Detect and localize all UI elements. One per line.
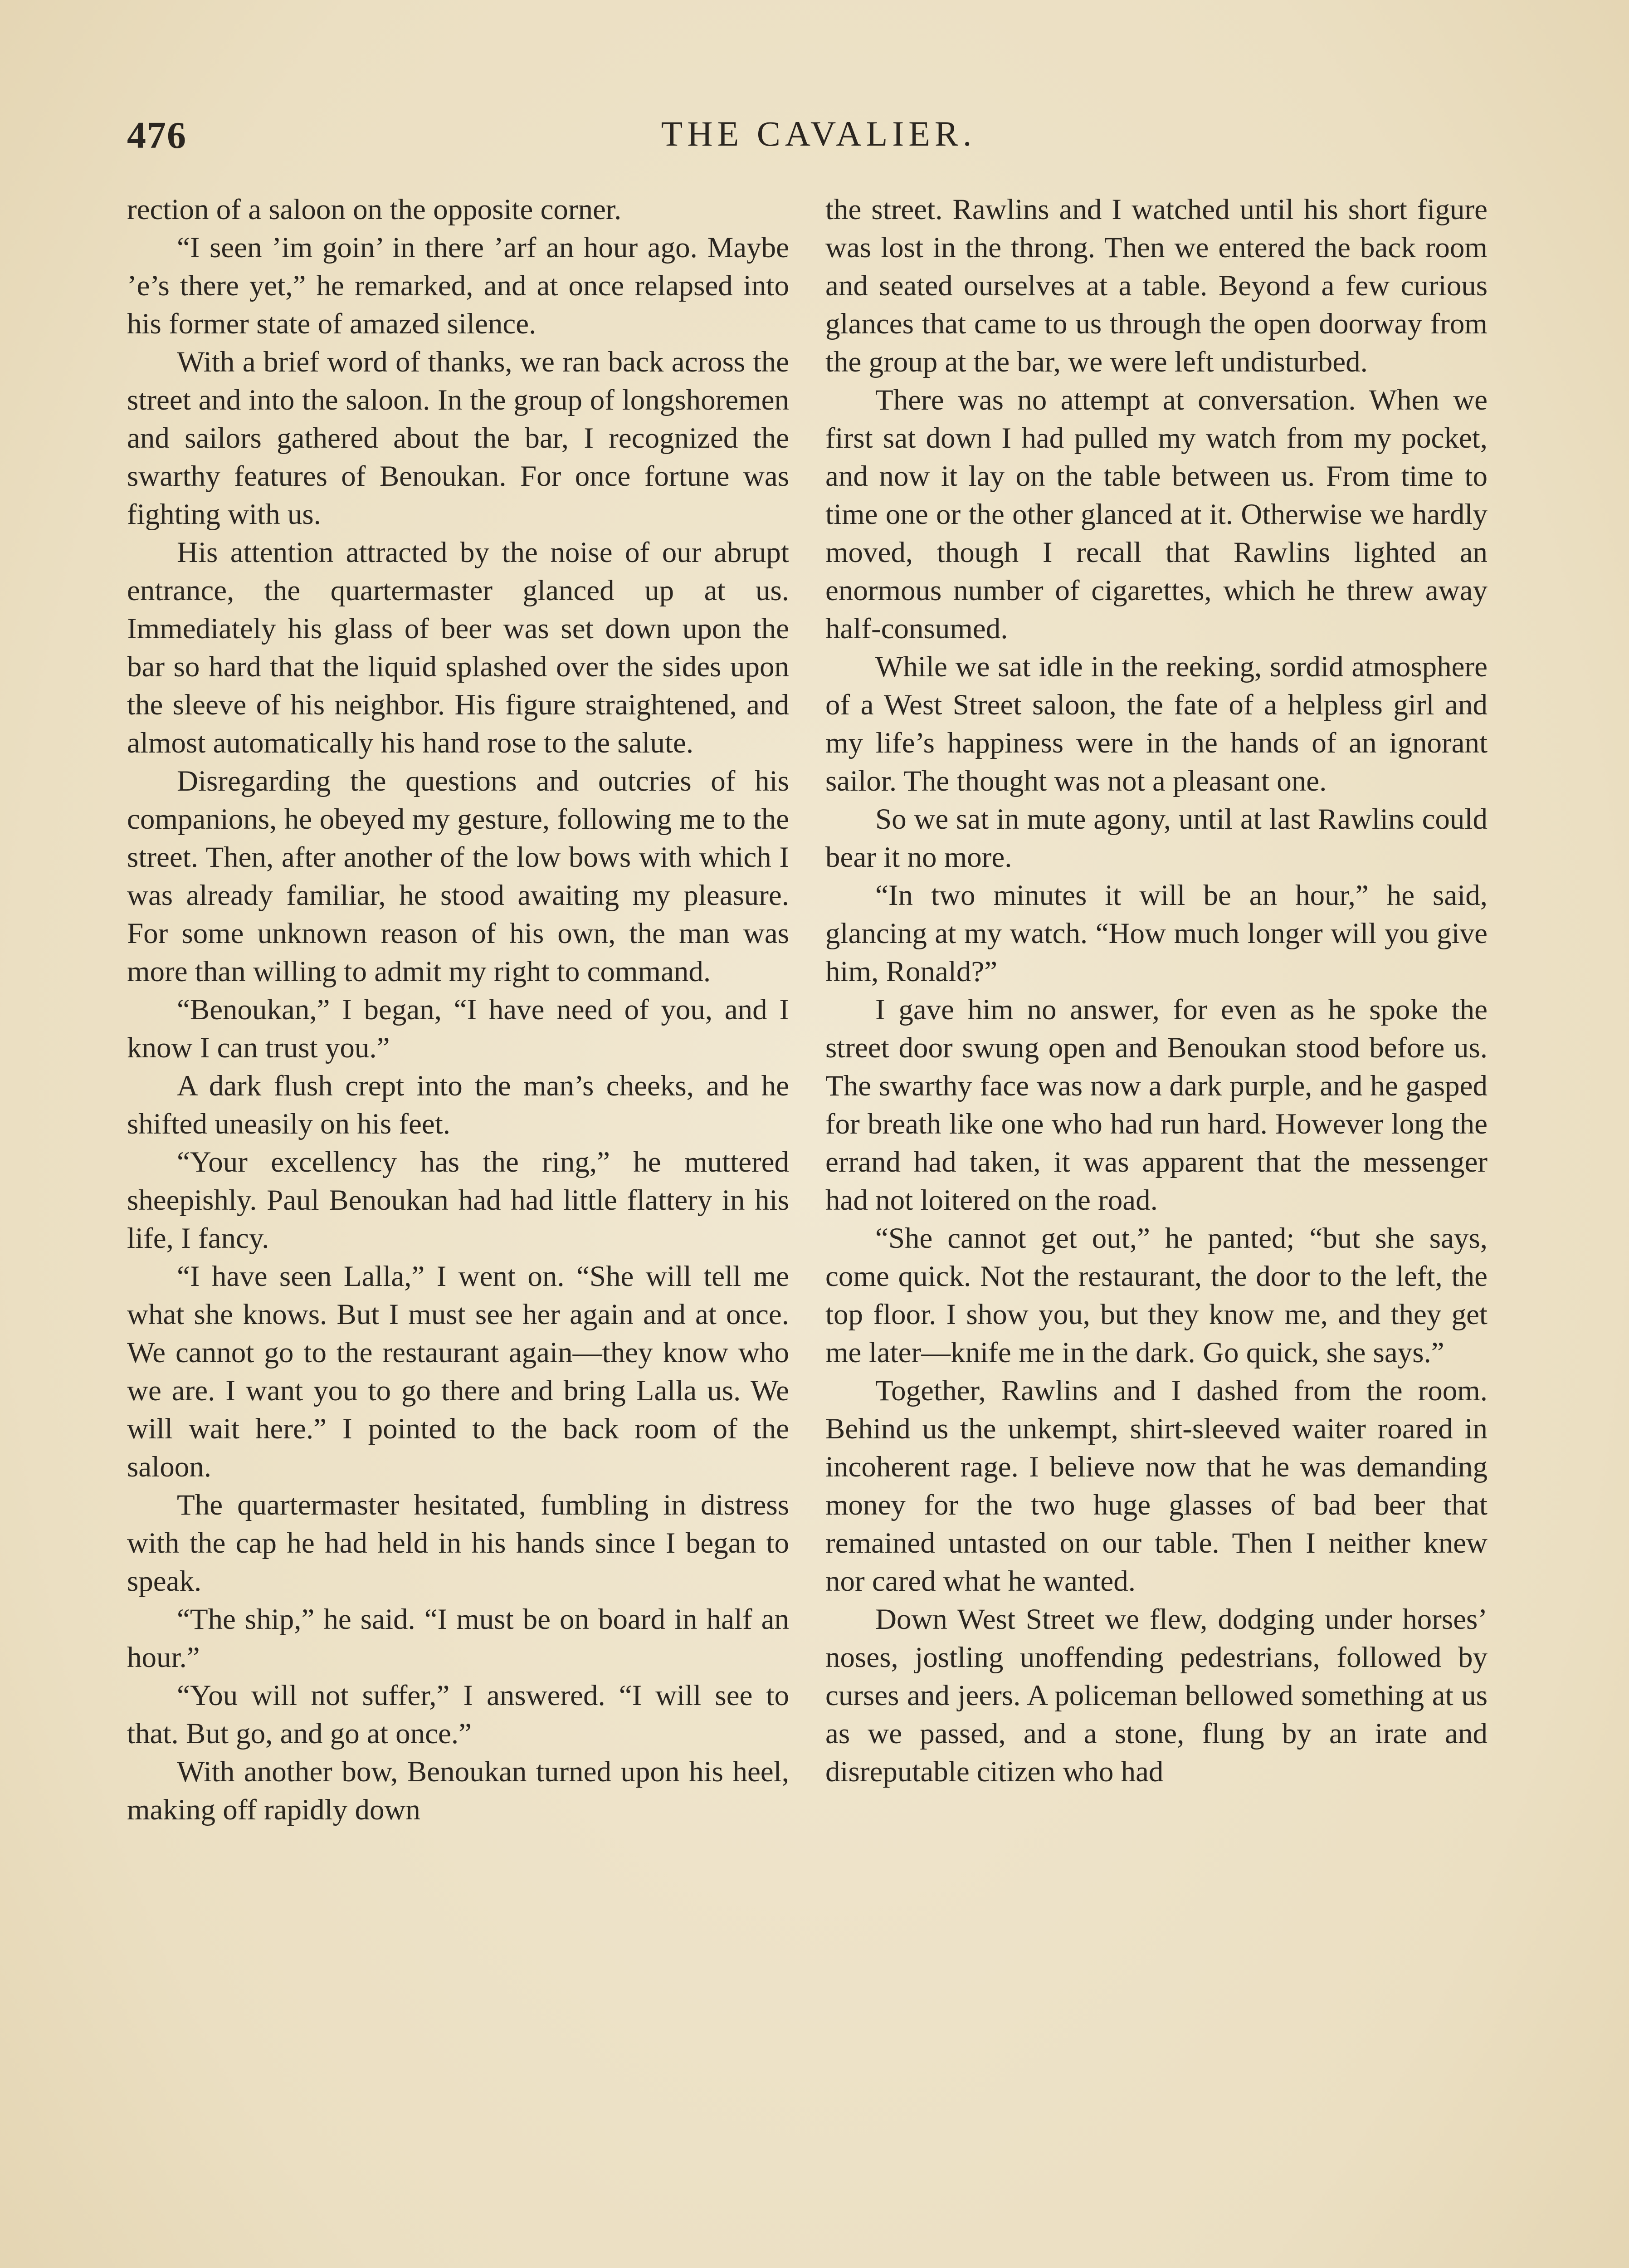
paragraph: “Benoukan,” I began, “I have need of you, and I know I can trust you.” (127, 993, 789, 1064)
paragraph: With a brief word of thanks, we ran back across the street and into the saloon. In the group of longshoremen and sailors gathered about the bar, I recognized the swarthy features of Benoukan. For once fortune was fighting with us. (127, 346, 789, 531)
paragraph: Down West Street we flew, dodging under horses’ noses, jostling unoffending pedestrians, followed by curses and jeers. A policeman bellowed something at us as we passed, and a stone, flung by an irate and disreputable citizen who had (825, 1603, 1488, 1788)
paragraph: A dark flush crept into the man’s cheeks, and he shifted uneasily on his feet. (127, 1070, 789, 1140)
paragraph: “You will not suffer,” I answered. “I will see to that. But go, and go at once.” (127, 1679, 789, 1750)
paragraph: “She cannot get out,” he panted; “but she says, come quick. Not the restaurant, the door to the left, the top floor. I show you, but they know me, and they get me later—knife me in the dark. Go quick, she says.” (825, 1222, 1488, 1369)
running-title: THE CAVALIER. (661, 114, 976, 153)
paragraph: “Your excellency has the ring,” he muttered sheepishly. Paul Benoukan had had little flattery in his life, I fancy. (127, 1146, 789, 1255)
paragraph: So we sat in mute agony, until at last Rawlins could bear it no more. (825, 803, 1488, 874)
paragraph: “I have seen Lalla,” I went on. “She will tell me what she knows. But I must see her again and at once. We cannot go to the restaurant again—they know who we are. I want you to go there and bring Lalla us. We will wait here.” I pointed to the back room of the saloon. (127, 1260, 789, 1483)
paragraph: There was no attempt at conversation. When we first sat down I had pulled my watch from my pocket, and now it lay on the table between us. From time to time one or the other glanced at it. Otherwise we hardly moved, though I recall that Rawlins lighted an enormous number of cigarettes, which he threw away half-consumed. (825, 384, 1488, 645)
page-header (127, 113, 1510, 168)
left-column (127, 191, 789, 2268)
paragraph: His attention attracted by the noise of our abrupt entrance, the quartermaster glanced up at us. Immediately his glass of beer was set down upon the bar so hard that the liquid splashed over the sides upon the sleeve of his neighbor. His figure straightened, and almost automatically his hand rose to the salute. (127, 536, 789, 759)
paragraph: “The ship,” he said. “I must be on board in half an hour.” (127, 1603, 789, 1674)
paragraph: With another bow, Benoukan turned upon his heel, making off rapidly down (127, 1755, 789, 1826)
paragraph: rection of a saloon on the opposite corner. (127, 193, 622, 226)
paragraph: “In two minutes it will be an hour,” he said, glancing at my watch. “How much longer will you give him, Ronald?” (825, 879, 1488, 988)
paragraph: While we sat idle in the reeking, sordid atmosphere of a West Street saloon, the fate of a helpless girl and my life’s happiness were in the hands of an ignorant sailor. The thought was not a pleasant one. (825, 650, 1488, 797)
page-number: 476 (127, 114, 187, 156)
paragraph: The quartermaster hesitated, fumbling in distress with the cap he had held in his hands since I began to speak. (127, 1489, 789, 1598)
paragraph: Disregarding the questions and outcries of his companions, he obeyed my gesture, following me to the street. Then, after another of the low bows with which I was already familiar, he stood awaiting my pleasure. For some unknown reason of his own, the man was more than willing to admit my right to command. (127, 765, 789, 988)
paragraph: Together, Rawlins and I dashed from the room. Behind us the unkempt, shirt-sleeved waiter roared in incoherent rage. I believe now that he was demanding money for the two huge glasses of bad beer that remained untasted on our table. Then I neither knew nor cared what he wanted. (825, 1374, 1488, 1598)
paragraph: the street. Rawlins and I watched until his short figure was lost in the throng. Then we entered the back room and seated ourselves at a table. Beyond a few curious glances that came to us through the open doorway from the group at the bar, we were left undisturbed. (825, 193, 1488, 378)
paragraph: I gave him no answer, for even as he spoke the street door swung open and Benoukan stood before us. The swarthy face was now a dark purple, and he gasped for breath like one who had run hard. However long the errand had taken, it was apparent that the messenger had not loitered on the road. (825, 993, 1488, 1217)
paragraph: “I seen ’im goin’ in there ’arf an hour ago. Maybe ’e’s there yet,” he remarked, and at once relapsed into his former state of amazed silence. (127, 231, 789, 340)
right-column (825, 191, 1488, 2268)
